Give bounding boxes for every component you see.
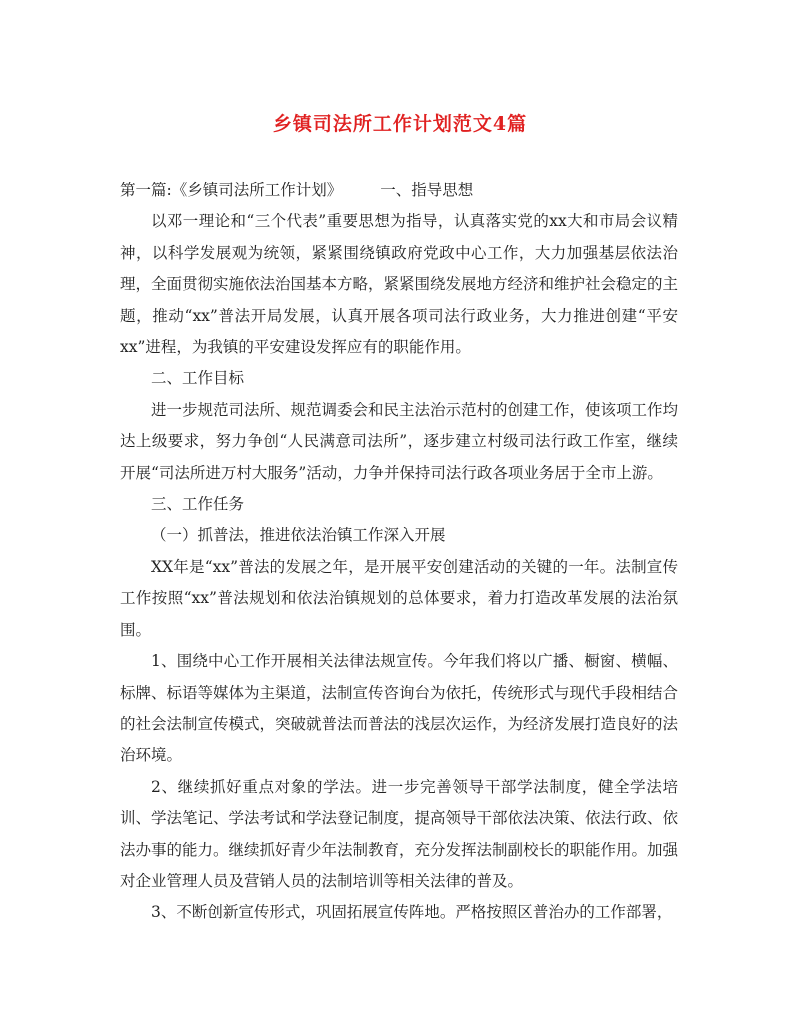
paragraph-item-1: 1、围绕中心工作开展相关法律法规宣传。今年我们将以广播、橱窗、横幅、标牌、标语等媒体为主渠道，法制宣传咨询台为依托，传统形式与现代手段相结合的社会法制宣传模式，突破就普法而普法的浅层次运作，为经济发展打造良好的法治环境。 xyxy=(120,652,679,765)
paragraph-work-goals: 进一步规范司法所、规范调委会和民主法治示范村的创建工作，使该项工作均达上级要求，努力争创“人民满意司法所”，逐步建立村级司法行政工作室，继续开展“司法所进万村大服务”活动，力争并保持司法行政各项业务居于全市上游。 xyxy=(120,400,679,482)
paragraph-item-3: 3、不断创新宣传形式，巩固拓展宣传阵地。严格按照区普治办的工作部署， xyxy=(151,903,673,922)
section-heading-work-goals: 二、工作目标 xyxy=(151,369,245,388)
subsection-heading-legal-education: （一）抓普法，推进依法治镇工作深入开展 xyxy=(151,526,446,545)
section-heading-guiding-ideology: 一、指导思想 xyxy=(380,181,474,199)
section-heading-work-tasks: 三、工作任务 xyxy=(151,495,245,514)
paragraph-guiding-ideology: 以邓一理论和“三个代表”重要思想为指导，认真落实党的xx大和市局会议精神，以科学发展观为统领，紧紧围绕镇政府党政中心工作，大力加强基层依法治理，全面贯彻实施依法治国基本方略，紧紧围绕发展地方经济和维护社会稳定的主题，推动“xx”普法开局发展，认真开展各项司法行政业务，大力推进创建“平安xx”进程，为我镇的平安建设发挥应有的职能作用。 xyxy=(120,212,679,357)
document-title: 乡镇司法所工作计划范文4篇 xyxy=(272,113,528,135)
chapter-label: 第一篇:《乡镇司法所工作计划》 xyxy=(120,181,343,199)
paragraph-legal-education-intro: XX年是“xx”普法的发展之年，是开展平安创建活动的关键的一年。法制宣传工作按照“xx”普法规划和依法治镇规划的总体要求，着力打造改革发展的法治氛围。 xyxy=(120,557,678,639)
document-body xyxy=(120,175,678,929)
paragraph-item-2: 2、继续抓好重点对象的学法。进一步完善领导干部学法制度，健全学法培训、学法笔记、学法考试和学法登记制度，提高领导干部依法决策、依法行政、依法办事的能力。继续抓好青少年法制教育，充分发挥法制副校长的职能作用。加强对企业管理人员及营销人员的法制培训等相关法律的普及。 xyxy=(120,777,679,890)
chapter-heading-line xyxy=(120,175,678,206)
